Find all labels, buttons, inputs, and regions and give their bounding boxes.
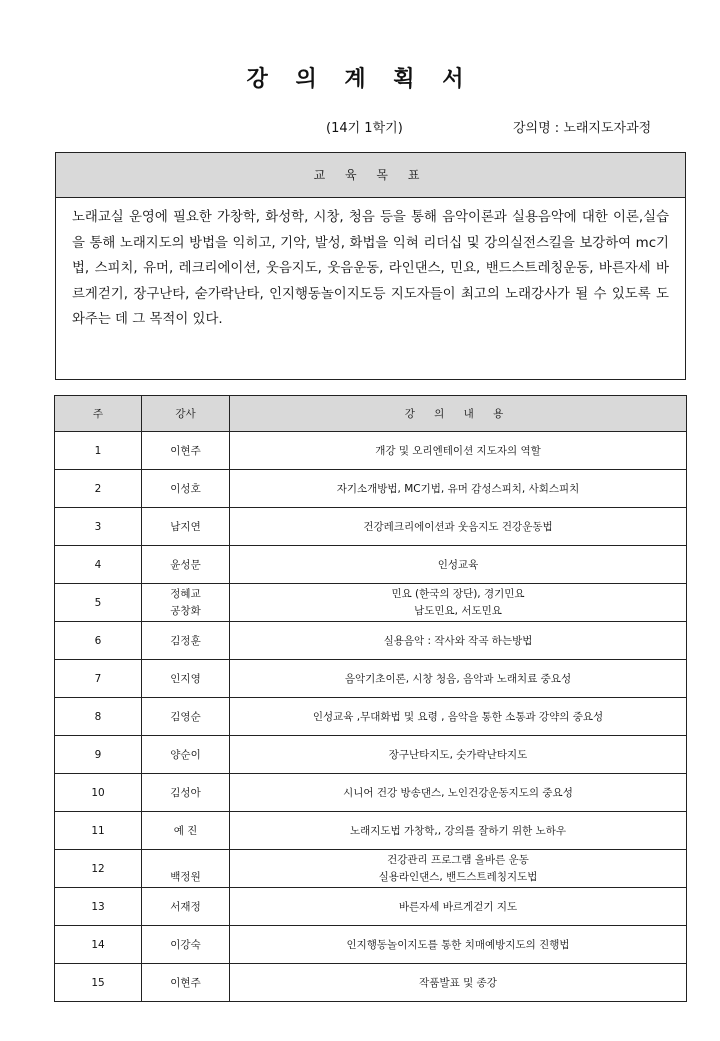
content-cell: 개강 및 오리엔테이션 지도자의 역할 xyxy=(230,432,687,470)
table-row xyxy=(55,926,687,964)
header-instructor: 강사 xyxy=(142,396,230,432)
content-cell: 자기소개방법, MC기법, 유머 감성스피치, 사회스피치 xyxy=(230,470,687,508)
instructor-line: 공창화 xyxy=(170,604,201,617)
week-cell: 15 xyxy=(55,964,142,1002)
instructor-cell: 인지영 xyxy=(142,660,230,698)
table-row xyxy=(55,660,687,698)
instructor-cell: 김성아 xyxy=(142,774,230,812)
content-line: 건강관리 프로그램 올바른 운동 xyxy=(387,853,529,866)
table-row xyxy=(55,546,687,584)
table-row xyxy=(55,698,687,736)
week-cell: 1 xyxy=(55,432,142,470)
week-cell: 9 xyxy=(55,736,142,774)
table-row xyxy=(55,622,687,660)
week-cell: 2 xyxy=(55,470,142,508)
instructor-cell: 이현주 xyxy=(142,432,230,470)
instructor-line: 백정원 xyxy=(170,870,201,883)
content-line: 실용라인댄스, 밴드스트레칭지도법 xyxy=(378,870,538,883)
week-cell: 4 xyxy=(55,546,142,584)
instructor-cell: 이성호 xyxy=(142,470,230,508)
header-content: 강 의 내 용 xyxy=(230,396,687,432)
week-cell: 5 xyxy=(55,584,142,622)
content-cell: 실용음악 : 작사와 작곡 하는방법 xyxy=(230,622,687,660)
table-row xyxy=(55,774,687,812)
week-cell: 6 xyxy=(55,622,142,660)
instructor-cell: 남지연 xyxy=(142,508,230,546)
instructor-cell: 양순이 xyxy=(142,736,230,774)
header-week: 주 xyxy=(55,396,142,432)
content-cell: 음악기초이론, 시창 청음, 음악과 노래치료 중요성 xyxy=(230,660,687,698)
week-cell: 7 xyxy=(55,660,142,698)
instructor-line xyxy=(142,852,229,869)
content-cell: 인지행동놀이지도를 통한 치매예방지도의 진행법 xyxy=(230,926,687,964)
instructor-cell: 김영순 xyxy=(142,698,230,736)
content-cell: 시니어 건강 방송댄스, 노인건강운동지도의 중요성 xyxy=(230,774,687,812)
week-cell: 11 xyxy=(55,812,142,850)
instructor-cell xyxy=(142,850,230,888)
instructor-cell: 예 진 xyxy=(142,812,230,850)
week-cell: 3 xyxy=(55,508,142,546)
table-row xyxy=(55,964,687,1002)
course-name: 강의명 : 노래지도자과정 xyxy=(513,121,652,136)
instructor-line: 정혜교 xyxy=(170,587,201,600)
content-cell: 장구난타지도, 숫가락난타지도 xyxy=(230,736,687,774)
instructor-cell: 김정훈 xyxy=(142,622,230,660)
content-cell: 건강레크리에이션과 웃음지도 건강운동법 xyxy=(230,508,687,546)
document-title: 강 의 계 획 서 xyxy=(246,67,474,92)
instructor-cell: 이강숙 xyxy=(142,926,230,964)
education-goal-heading: 교 육 목 표 xyxy=(56,153,685,198)
week-cell: 8 xyxy=(55,698,142,736)
instructor-cell: 이현주 xyxy=(142,964,230,1002)
content-line: 남도민요, 서도민요 xyxy=(414,604,502,617)
content-cell: 바른자세 바르게걷기 지도 xyxy=(230,888,687,926)
table-row xyxy=(55,850,687,888)
table-row xyxy=(55,888,687,926)
table-row xyxy=(55,470,687,508)
instructor-cell: 윤성문 xyxy=(142,546,230,584)
week-cell: 12 xyxy=(55,850,142,888)
content-cell: 노래지도법 가창학,, 강의를 잘하기 위한 노하우 xyxy=(230,812,687,850)
table-header-row xyxy=(55,396,687,432)
table-row xyxy=(55,584,687,622)
week-cell: 13 xyxy=(55,888,142,926)
week-cell: 10 xyxy=(55,774,142,812)
content-cell: 작품발표 및 종강 xyxy=(230,964,687,1002)
table-row xyxy=(55,432,687,470)
table-row xyxy=(55,508,687,546)
education-goal-box xyxy=(55,152,686,380)
content-cell xyxy=(230,584,687,622)
education-goal-text: 노래교실 운영에 필요한 가창학, 화성학, 시창, 청음 등을 통해 음악이론과 실용음악에 대한 이론,실습을 통해 노래지도의 방법을 익히고, 기악, 발성, 화법을 익혀 리더십 및 강의실전스킬을 보강하여 mc기법, 스피치, 유머, 레크리에이션, 웃음지도, 웃음운동, 라인댄스, 민요, 밴드스트레칭운동, 바른자세 바르게걷기, 장구난타, 숟가락난타, 인지행동놀이지도등 지도자들이 최고의 노래강사가 될 수 있도록 도와주는 데 그 목적이 있다. xyxy=(72,210,669,328)
instructor-cell: 서재정 xyxy=(142,888,230,926)
content-cell: 인성교육 xyxy=(230,546,687,584)
content-line: 민요 (한국의 장단), 경기민요 xyxy=(391,587,525,600)
instructor-cell xyxy=(142,584,230,622)
week-cell: 14 xyxy=(55,926,142,964)
content-cell xyxy=(230,850,687,888)
content-cell: 인성교육 ,무대화법 및 요령 , 음악을 통한 소통과 강약의 중요성 xyxy=(230,698,687,736)
table-row xyxy=(55,812,687,850)
lecture-schedule-table xyxy=(54,395,687,1002)
table-row xyxy=(55,736,687,774)
term-label: (14기 1학기) xyxy=(326,121,403,136)
